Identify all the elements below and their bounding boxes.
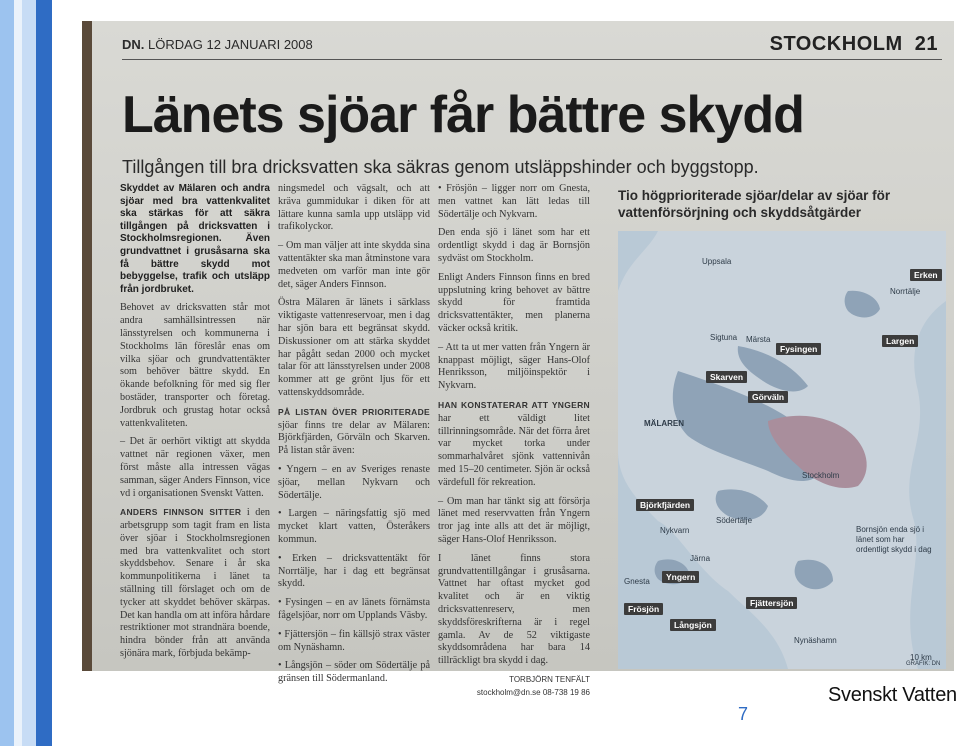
- paragraph: Den enda sjö i länet som har ett ordentligt skydd i dag är Bornsjön sydväst om Stockholm.: [438, 227, 590, 264]
- list-item: • Fjättersjön – fin källsjö strax väster om Nynäshamn.: [278, 628, 430, 653]
- list-item: • Fysingen – en av länets förnämsta fågelsjöar, norr om Upplands Väsby.: [278, 597, 430, 621]
- paragraph: Östra Mälaren är länets i särklass viktigaste vattenreservoar, men i dag har sjön bara ett begränsat skydd. Diskussioner om att stärka skyddet har pågått sedan 2000 och mycket talar för att länsstyrelsen under 2008 kommer att ge grönt ljus för ett vattenskyddsområde.: [278, 297, 430, 398]
- article-column-2: [278, 183, 430, 692]
- place-label: Södertälje: [716, 516, 753, 525]
- paragraph: ningsmedel och vägsalt, och att kräva gummidukar i diken för att lättare kunna samla upp utsläpp vid trafikolyckor.: [278, 183, 430, 233]
- paragraph: – Om man har tänkt sig att försörja länet med reservvatten från Yngern tror jag inte alls att det är möjligt, säger Hans-Olof Henriksson.: [438, 495, 590, 545]
- list-item: • Erken – dricksvattentäkt för Norrtälje, har i dag ett begränsat skydd.: [278, 552, 430, 590]
- paragraph: Enligt Anders Finnson finns en bred uppslutning kring behovet av bättre skydd för framtida dricksvattentäkter, men planerna väcker också kritik.: [438, 271, 590, 334]
- article-lead: Skyddet av Mälaren och andra sjöar med bra vattenkvalitet ska stärkas för att säkra tillgången på dricksvatten i Stockholmsregionen. Även grundvattnet i grusåsarna ska få bättre skydd mot bebyggelse, trafik och utsläpp från jordbruket.: [120, 183, 270, 295]
- scale-label: 10 km: [910, 653, 932, 662]
- list-item: • Largen – näringsfattig sjö med mycket klart vatten, Österåkers kommun.: [278, 508, 430, 545]
- lake-tag: Erken: [910, 269, 942, 281]
- slide-side-bar-dark: [36, 0, 52, 746]
- place-label: MÄLAREN: [644, 419, 684, 428]
- dateline: DN. LÖRDAG 12 JANUARI 2008: [122, 37, 313, 52]
- slide-side-bar-light: [0, 0, 14, 746]
- list-item: • Frösjön – ligger norr om Gnesta, men vattnet kan lätt ledas till Södertälje och Nykvarn.: [438, 183, 590, 220]
- page-number: 7: [738, 704, 749, 724]
- place-label: Märsta: [746, 335, 771, 344]
- list-item: • Yngern – en av Sveriges renaste sjöar, mellan Nykvarn och Södertälje.: [278, 463, 430, 501]
- paragraph: – Att ta ut mer vatten från Yngern är knappast möjligt, säger Hans-Olof Henriksson, miljöinspektör i Nykvarn.: [438, 341, 590, 392]
- lake-tag: Yngern: [662, 571, 699, 583]
- byline: TORBJÖRN TENFÄLT: [509, 674, 590, 684]
- lake-tag: Largen: [882, 335, 918, 347]
- article-column-1: [120, 183, 270, 667]
- lake-tag: Björkfjärden: [636, 499, 694, 511]
- paragraph: – Om man väljer att inte skydda sina vattentäkter ska man åtminstone vara medveten om varför man inte gör det, säger Anders Finnson.: [278, 240, 430, 290]
- article-subheadline: Tillgången till bra dricksvatten ska säkras genom utsläppshinder och byggstopp.: [122, 157, 759, 177]
- section-header: STOCKHOLM 21: [769, 33, 938, 55]
- paragraph: Behovet av dricksvatten står mot andra samhällsintressen när länsstyrelsen och kommunerna i Stockholms län föreslår enas om vilka sjöar och grundvattentäkter som behöver bättre skydd. En ökande befolkning för med sig fler bostäder, transporter och företag. Jordbruk och grustag hotar också vattenkvaliteten.: [120, 302, 270, 429]
- lake-tag: Skarven: [706, 371, 747, 383]
- map-title: Tio högprioriterade sjöar/delar av sjöar för vattenförsörjning och skyddsåtgärder: [618, 188, 891, 220]
- lake-tag: Görväln: [748, 391, 788, 403]
- newspaper-photo: [82, 21, 954, 697]
- paragraph: – Det är oerhört viktigt att skydda vattnet när regionen växer, men först måste alla intressen vägas samman, säger Anders Finnson, vice vd i organisationen Svenskt Vatten.: [120, 436, 270, 499]
- byline-email: stockholm@dn.se 08-738 19 86: [476, 687, 590, 697]
- lake-map: [618, 231, 946, 669]
- bornsjon-note: Bornsjön enda sjö i länet som har ordentligt skydd i dag: [856, 525, 932, 554]
- paragraph: HAN KONSTATERAR ATT YNGERN har ett väldigt litet tillrinningsområde. När det förra året var mycket torka under sommarhalvåret sjönk vattennivån med 15–20 centimeter. Sjön är också värdefull för rekreation.: [438, 399, 590, 488]
- paragraph: I länet finns stora grundvattentillgångar i grusåsarna. Vattnet har oftast mycket god kvalitet och är en viktig dricksvattenreserv, men skyddsföreskrifterna är i regel gamla. Av de 52 viktigaste skyddsområdena har bara 14 tillräckligt bra skydd i dag.: [438, 552, 590, 667]
- lake-tag: Frösjön: [624, 603, 663, 615]
- place-label: Stockholm: [802, 471, 840, 480]
- brand-logo-text: Svenskt Vatten: [828, 684, 957, 706]
- masthead-rule: [122, 59, 942, 60]
- place-label: Nykvarn: [660, 526, 690, 535]
- slide-side-bar-pale: [22, 0, 36, 746]
- graphic-credit: GRAFIK: DN: [906, 661, 941, 667]
- lake-tag: Långsjön: [670, 619, 716, 631]
- paragraph: ANDERS FINNSON SITTER i den arbetsgrupp som tagit fram en lista över sjöar i Stockholmsregionen med bra vattenkvalitet och stort skyddsbehov. Senare i år ska kommunpolitikerna i länet ta ställning till förslaget och om de tycker att skyddet behöver skärpas. Det kan handla om att införa hårdare restriktioner mot strandnära boende, hindra bönder från att använda sjönära mark, förbjuda bekämp-: [120, 507, 271, 660]
- place-label: Norrtälje: [890, 287, 921, 296]
- article-column-3: [438, 183, 590, 699]
- place-label: Järna: [690, 554, 711, 563]
- lake-tag: Fysingen: [776, 343, 821, 355]
- newspaper-page: [92, 21, 954, 697]
- place-label: Gnesta: [624, 577, 650, 586]
- paragraph: PÅ LISTAN ÖVER PRIORITERADE sjöar finns tre delar av Mälaren: Björkfjärden, Görväln och Skarven. På listan står även:: [278, 406, 430, 457]
- list-item: • Långsjön – söder om Södertälje på gränsen till Södermanland.: [278, 660, 430, 685]
- place-label: Sigtuna: [710, 333, 738, 342]
- place-label: Nynäshamn: [794, 636, 837, 645]
- article-headline: Länets sjöar får bättre skydd: [122, 86, 804, 144]
- slide-side-bar-white: [14, 0, 22, 746]
- place-label: Uppsala: [702, 257, 732, 266]
- lake-tag: Fjättersjön: [746, 597, 797, 609]
